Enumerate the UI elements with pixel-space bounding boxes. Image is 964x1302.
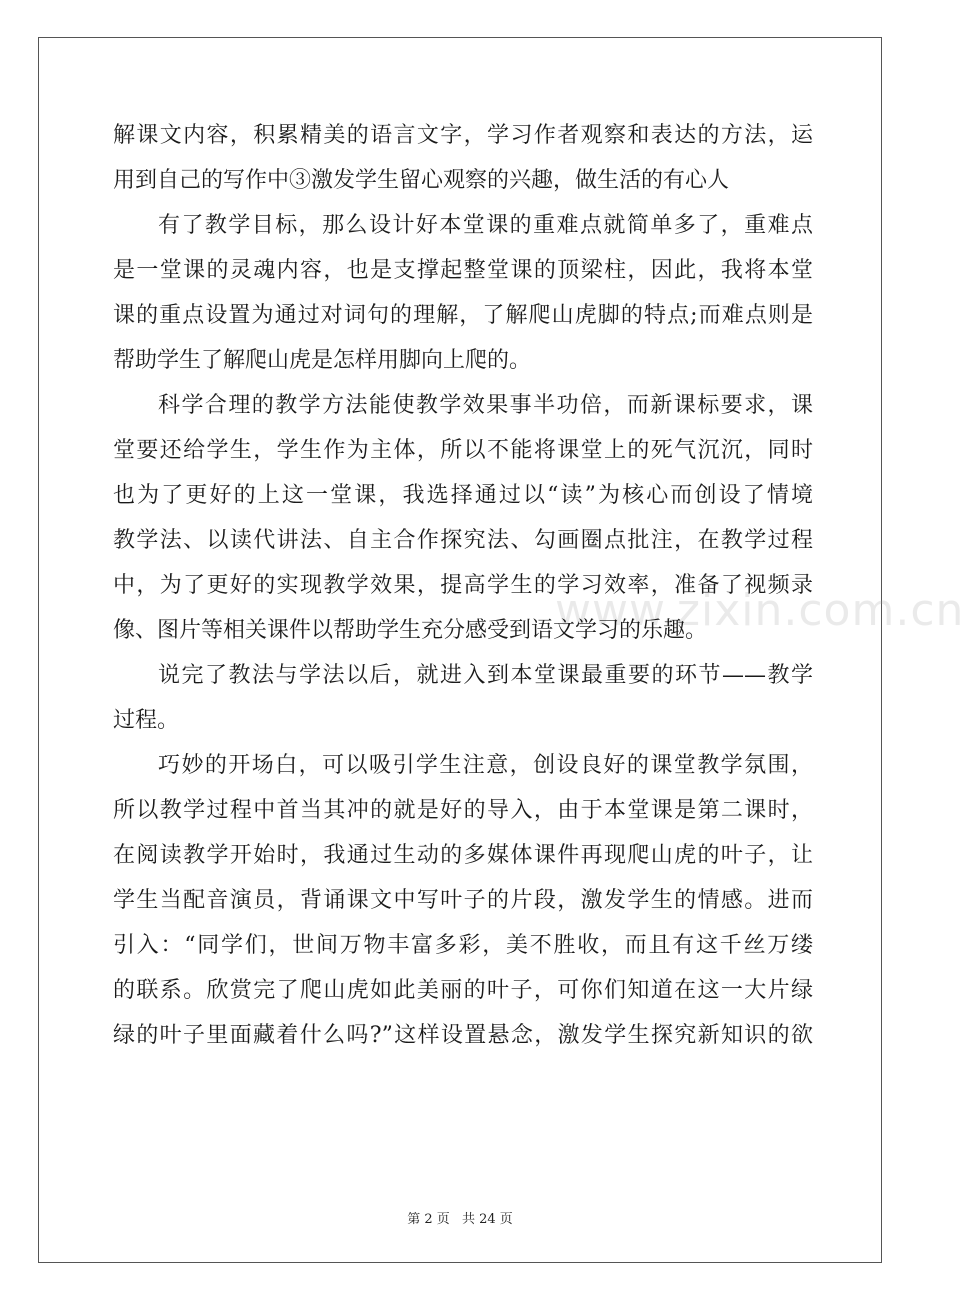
text-line: 科学合理的教学方法能使教学效果事半功倍，而新课标要求，课: [158, 393, 813, 418]
paragraph: [113, 203, 813, 383]
text-line: 所以教学过程中首当其冲的就是好的导入，由于本堂课是第二课时，: [113, 798, 813, 823]
paragraph: [113, 383, 813, 653]
paragraph: [113, 113, 813, 203]
text-line: 有了教学目标，那么设计好本堂课的重难点就简单多了，重难点: [158, 213, 813, 238]
text-line: 中，为了更好的实现教学效果，提高学生的学习效率，准备了视频录: [113, 573, 813, 598]
text-line: 教学法、以读代讲法、自主合作探究法、勾画圈点批注，在教学过程: [113, 528, 813, 553]
text-line: 绿的叶子里面藏着什么吗?”这样设置悬念，激发学生探究新知识的欲: [113, 1023, 813, 1048]
watermark: www.zixin.com.cn: [555, 585, 964, 636]
text-line: 也为了更好的上这一堂课，我选择通过以“读”为核心而创设了情境: [113, 483, 813, 508]
page-total: 共 24 页: [461, 1212, 513, 1227]
page-footer: [0, 1208, 920, 1227]
page-number: 第 2 页: [407, 1212, 450, 1227]
paragraph: [113, 653, 813, 743]
document-body: [113, 113, 813, 1058]
paragraph: [113, 743, 813, 1058]
text-line: 课的重点设置为通过对词句的理解，了解爬山虎脚的特点;而难点则是: [113, 303, 813, 328]
text-line: 巧妙的开场白，可以吸引学生注意，创设良好的课堂教学氛围，: [158, 753, 813, 778]
text-line: 过程。: [113, 708, 180, 733]
text-line: 堂要还给学生，学生作为主体，所以不能将课堂上的死气沉沉，同时: [113, 438, 813, 463]
text-line: 帮助学生了解爬山虎是怎样用脚向上爬的。: [113, 348, 532, 373]
text-line: 引入：“同学们，世间万物丰富多彩，美不胜收，而且有这千丝万缕: [113, 933, 813, 958]
text-line: 学生当配音演员，背诵课文中写叶子的片段，激发学生的情感。进而: [113, 888, 813, 913]
text-line: 说完了教法与学法以后，就进入到本堂课最重要的环节——教学: [158, 663, 813, 688]
text-line: 用到自己的写作中③激发学生留心观察的兴趣，做生活的有心人: [113, 168, 730, 193]
text-line: 的联系。欣赏完了爬山虎如此美丽的叶子，可你们知道在这一大片绿: [113, 978, 813, 1003]
text-line: 像、图片等相关课件以帮助学生充分感受到语文学习的乐趣。: [113, 618, 708, 643]
text-line: 是一堂课的灵魂内容，也是支撑起整堂课的顶梁柱，因此，我将本堂: [113, 258, 813, 283]
text-line: 在阅读教学开始时，我通过生动的多媒体课件再现爬山虎的叶子，让: [113, 843, 813, 868]
text-line: 解课文内容，积累精美的语言文字，学习作者观察和表达的方法，运: [113, 123, 813, 148]
